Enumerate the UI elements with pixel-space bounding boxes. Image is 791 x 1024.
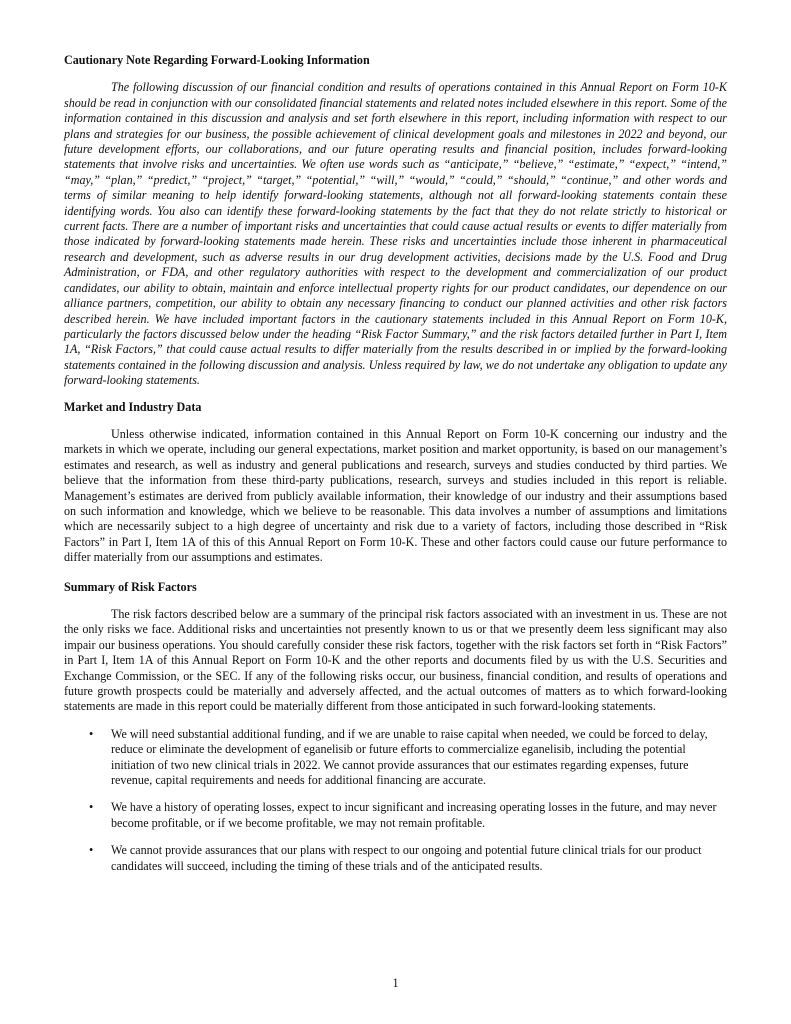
risk-summary-heading: Summary of Risk Factors — [64, 579, 197, 594]
bullet-icon: • — [89, 843, 94, 858]
page-number: 1 — [392, 976, 399, 990]
list-item — [64, 727, 727, 789]
bullet-icon: • — [89, 726, 94, 741]
risk-factor-text: We have a history of operating losses, expect to incur significant and increasing operating losses in the future, and may never become profitable, or if we become profitable, we may not remain profitable. — [111, 800, 717, 830]
bullet-icon: • — [89, 800, 94, 815]
page-content — [64, 53, 727, 886]
risk-factor-list — [64, 727, 727, 874]
market-data-paragraph: Unless otherwise indicated, information contained in this Annual Report on Form 10-K concerning our industry and the markets in which we operate, including our general expectations, market position and market opportunity, is based on our management’s estimates and research, as well as industry and general publications and research, surveys and studies conducted by third parties. We believe that the information from these third-party publications, research, surveys and studies included in this report is reliable. Management’s estimates are derived from publicly available information, their knowledge of our industry and their assumptions based on such information and knowledge, which we believe to be reasonable. This data involves a number of assumptions and limitations which are necessarily subject to a high degree of uncertainty and risk due to a variety of factors, including those described in “Risk Factors” in Part I, Item 1A of this of this Annual Report on Form 10-K. These and other factors could cause our future performance to differ materially from our assumptions and estimates. — [64, 426, 727, 565]
risk-factor-text: We cannot provide assurances that our plans with respect to our ongoing and potential future clinical trials for our product candidates will succeed, including the timing of these trials and of the anticipated results. — [111, 843, 702, 873]
risk-summary-paragraph: The risk factors described below are a summary of the principal risk factors associated with an investment in us. These are not the only risks we face. Additional risks and uncertainties not presently known to us or that we presently deem less significant may also impair our business operations. You should carefully consider these risk factors, together with the risk factors set forth in “Risk Factors” in Part I, Item 1A of this Annual Report on Form 10-K and the other reports and documents filed by us with the U.S. Securities and Exchange Commission, or the SEC. If any of the following risks occur, our business, financial condition, and results of operations and future growth prospects could be materially and adversely affected, and the actual outcomes of matters as to which forward-looking statements are made in this report could be materially different from those anticipated in such forward-looking statements. — [64, 607, 727, 714]
risk-factor-text: We will need substantial additional funding, and if we are unable to raise capital when needed, we could be forced to delay, reduce or eliminate the development of eganelisib or future efforts to commercialize eganelisib, including the potential initiation of two new clinical trials in 2022. We cannot provide assurances that our estimates regarding expenses, future revenue, capital requirements and needs for additional financing are accurate. — [111, 726, 708, 788]
list-item — [64, 843, 727, 874]
list-item — [64, 800, 727, 831]
cautionary-note-heading: Cautionary Note Regarding Forward-Looking Information — [64, 53, 370, 67]
cautionary-note-paragraph: The following discussion of our financial condition and results of operations contained in this Annual Report on Form 10-K should be read in conjunction with our consolidated financial statements and related notes included elsewhere in this report. Some of the information contained in this discussion and analysis and set forth elsewhere in this report, including information with respect to our plans and strategies for our business, the possible achievement of clinical development goals and milestones in 2022 and beyond, our future development efforts, our collaborations, and our future operating results and financial position, includes forward-looking statements that involve risks and uncertainties. We often use words such as “anticipate,” “believe,” “estimate,” “expect,” “intend,” “may,” “plan,” “predict,” “project,” “target,” “potential,” “will,” “would,” “could,” “should,” “continue,” and other words and terms of similar meaning to help identify forward-looking statements, although not all forward-looking statements contain these identifying words. You also can identify these forward-looking statements by the fact that they do not relate strictly to historical or current facts. There are a number of important risks and uncertainties that could cause actual results or events to differ materially from those indicated by forward-looking statements made herein. These risks and uncertainties include those inherent in pharmaceutical research and development, such as adverse results in our drug development activities, decisions made by the U.S. Food and Drug Administration, or FDA, and other regulatory authorities with respect to the development and commercialization of our product candidates, our ability to obtain, maintain and enforce intellectual property rights for our product candidates, our dependence on our alliance partners, competition, our ability to obtain any necessary financing to conduct our planned activities and other risk factors described herein. We have included important factors in the cautionary statements included in this Annual Report on Form 10-K, particularly the factors discussed below under the heading “Risk Factor Summary,” and the risk factors detailed further in Part I, Item 1A, “Risk Factors,” that could cause actual results to differ materially from the results described in or implied by the forward-looking statements contained in the following discussion and analysis. Unless required by law, we do not undertake any obligation to update any forward-looking statements. — [64, 80, 727, 388]
market-data-heading: Market and Industry Data — [64, 399, 202, 414]
